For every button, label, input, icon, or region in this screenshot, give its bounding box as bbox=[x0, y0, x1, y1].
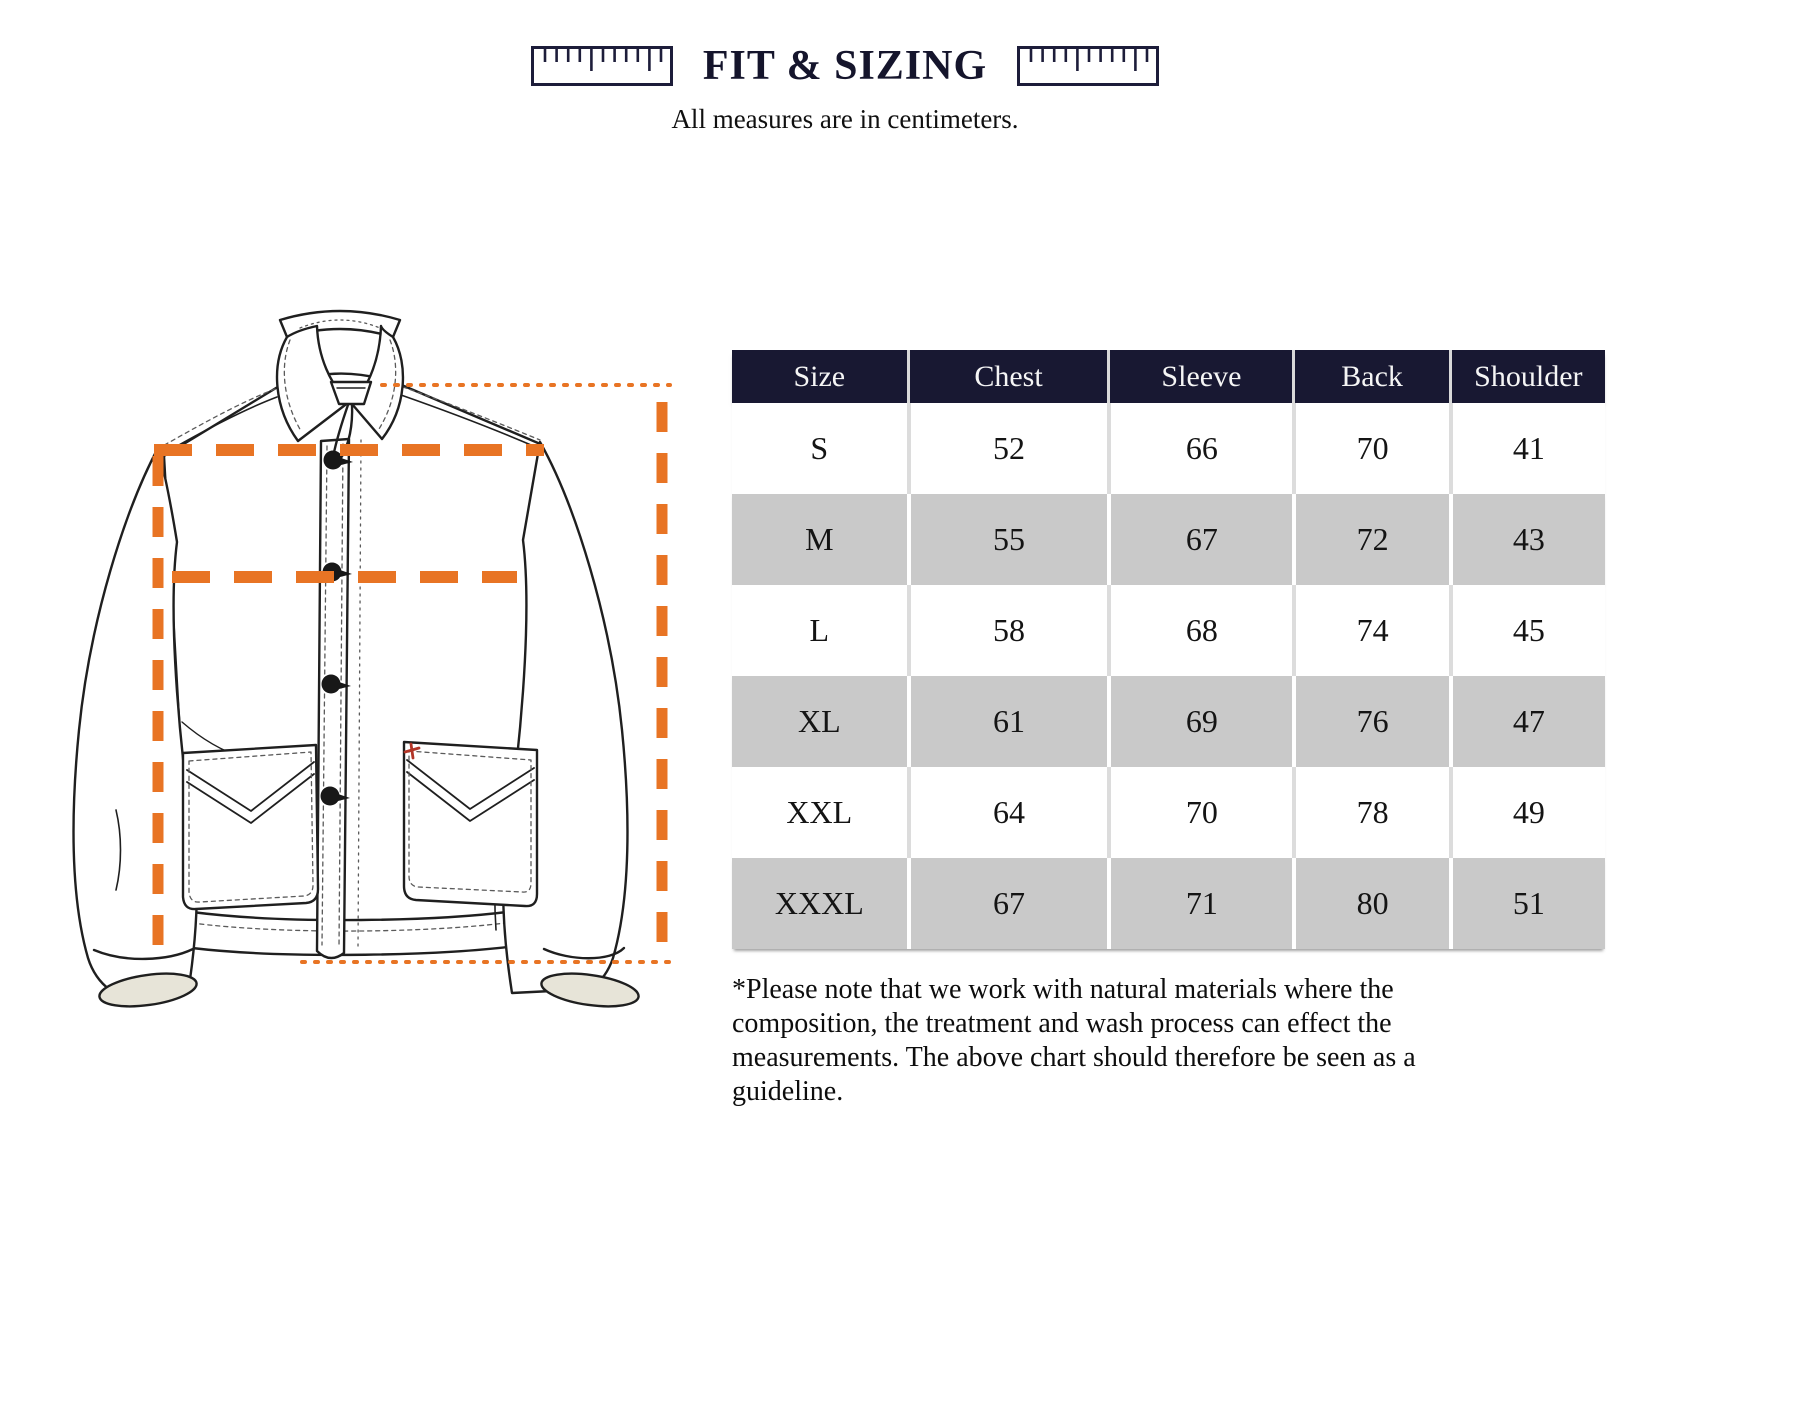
front-placket bbox=[317, 439, 349, 958]
chest-value: 64 bbox=[907, 767, 1108, 858]
table-row-l bbox=[732, 585, 1605, 676]
size-label: S bbox=[810, 430, 829, 466]
chest-value: 52 bbox=[907, 403, 1108, 494]
table-header-row bbox=[732, 350, 1605, 403]
shoulder-value: 51 bbox=[1449, 858, 1605, 949]
size-label: XL bbox=[797, 703, 841, 739]
back-value: 74 bbox=[1292, 585, 1448, 676]
size-chart-table bbox=[732, 350, 1605, 949]
size-label: XXXL bbox=[774, 885, 864, 921]
right-cuff bbox=[539, 968, 640, 1011]
back-value: 72 bbox=[1292, 494, 1448, 585]
page-title: FIT & SIZING bbox=[702, 43, 988, 89]
shoulder-value: 43 bbox=[1449, 494, 1605, 585]
sleeve-value: 67 bbox=[1107, 494, 1292, 585]
subtitle-wrap bbox=[0, 104, 1690, 135]
table-row-xxl bbox=[732, 767, 1605, 858]
shoulder-value: 41 bbox=[1449, 403, 1605, 494]
sleeve-value: 69 bbox=[1107, 676, 1292, 767]
jacket-illustration bbox=[30, 290, 690, 1020]
measurement-unit-note: All measures are in centimeters. bbox=[671, 104, 1019, 134]
sleeve-value: 66 bbox=[1107, 403, 1292, 494]
chest-value: 61 bbox=[907, 676, 1108, 767]
size-label: L bbox=[809, 612, 830, 648]
column-header-size: Size bbox=[793, 359, 846, 393]
right-pocket bbox=[404, 742, 537, 906]
materials-footnote: *Please note that we work with natural materials where the composition, the treatment and wash process can effect the measurements. The above chart should therefore be seen as a guideline. bbox=[732, 974, 1416, 1107]
shoulder-value: 49 bbox=[1449, 767, 1605, 858]
left-pocket bbox=[183, 745, 318, 909]
shoulder-value: 45 bbox=[1449, 585, 1605, 676]
column-header-back: Back bbox=[1292, 350, 1448, 403]
size-label: M bbox=[805, 521, 834, 557]
chest-value: 58 bbox=[907, 585, 1108, 676]
table-row-s bbox=[732, 403, 1605, 494]
back-value: 76 bbox=[1292, 676, 1448, 767]
back-value: 80 bbox=[1292, 858, 1448, 949]
jacket-drawing-svg bbox=[30, 290, 690, 1020]
shoulder-value: 47 bbox=[1449, 676, 1605, 767]
table-row-xxxl bbox=[732, 858, 1605, 949]
back-value: 70 bbox=[1292, 403, 1448, 494]
ruler-icon bbox=[531, 46, 673, 86]
table-row-m bbox=[732, 494, 1605, 585]
column-header-chest: Chest bbox=[907, 350, 1108, 403]
sleeve-value: 68 bbox=[1107, 585, 1292, 676]
chest-value: 55 bbox=[907, 494, 1108, 585]
chest-value: 67 bbox=[907, 858, 1108, 949]
sleeve-value: 71 bbox=[1107, 858, 1292, 949]
page-header bbox=[0, 40, 1690, 92]
sleeve-value: 70 bbox=[1107, 767, 1292, 858]
column-header-sleeve: Sleeve bbox=[1107, 350, 1292, 403]
column-header-shoulder: Shoulder bbox=[1449, 350, 1605, 403]
hanger-loop bbox=[331, 382, 371, 404]
back-value: 78 bbox=[1292, 767, 1448, 858]
size-label: XXL bbox=[786, 794, 853, 830]
ruler-icon bbox=[1017, 46, 1159, 86]
table-row-xl bbox=[732, 676, 1605, 767]
